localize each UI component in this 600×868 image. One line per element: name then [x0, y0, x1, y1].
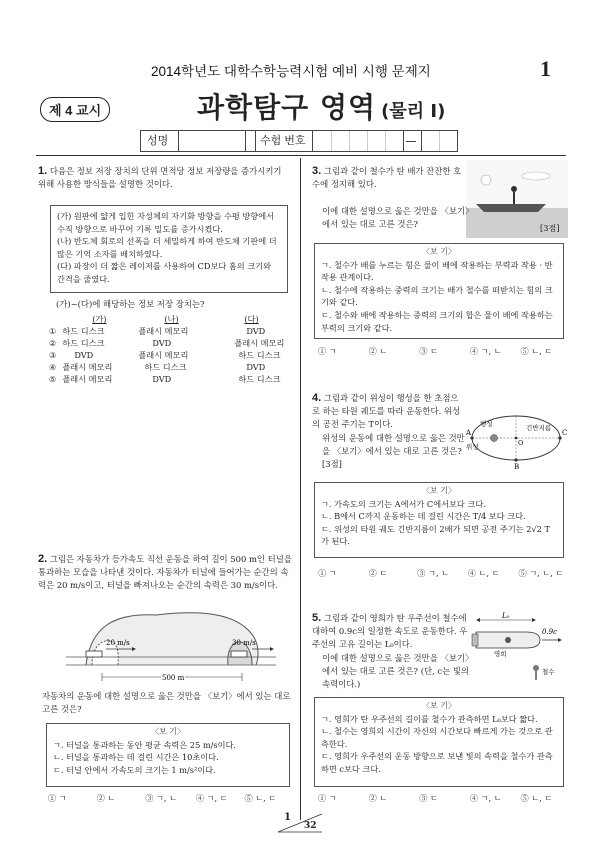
question-4-text: 그림과 같이 위성이 행성을 한 초점으로 하는 타원 궤도를 따라 운동한다. 위성의 공전 주기는 T이다.	[312, 393, 461, 430]
subject-sub: (물리 I)	[381, 101, 446, 122]
q4-points: [3점]	[322, 459, 342, 470]
subject-title	[197, 86, 445, 126]
q4-fig-B: B	[514, 463, 520, 470]
q2-bogi-1: ㄱ. 터널을 통과하는 동안 평균 속력은 25 m/s이다.	[53, 739, 237, 750]
question-2-prompt: 자동차의 운동에 대한 설명으로 옳은 것만을 〈보기〉에서 있는 대로 고른 것은?	[42, 691, 291, 715]
q3-choice-1[interactable]: ① ㄱ	[318, 346, 337, 356]
id-label: 수험 번호	[255, 131, 313, 151]
question-3-prompt	[322, 205, 472, 231]
q4-bogi-2: ㄴ. B에서 C까지 운동하는 데 걸린 시간은 T/4 보다 크다.	[321, 511, 526, 522]
q5-choice-1[interactable]: ① ㄱ	[318, 793, 337, 803]
q4-bogi-1: ㄱ. 가속도의 크기는 A에서가 C에서보다 크다.	[321, 498, 486, 509]
q2-choice-2[interactable]: ② ㄴ	[96, 793, 116, 803]
name-field[interactable]	[179, 131, 246, 151]
q1-item-na: (나) 반도체 회로의 선폭을 더 세밀하게 하여 반도체 기판에 더 많은 기억 소자를 배치하였다.	[57, 236, 277, 259]
question-2-text: 그림은 자동차가 등가속도 직선 운동을 하여 길이 500 m인 터널을 통과하는 모습을 나타낸 것이다. 자동차가 터널에 들어가는 순간의 속력은 20 m/s이고, 터널을 빠져나오는 순간의 속력은 30 m/s이다.	[38, 554, 292, 591]
q3-bogi-2: ㄴ. 철수에 작용하는 중력의 크기는 배가 철수를 떠받치는 힘의 크기와 같다.	[321, 284, 553, 308]
question-1-prompt: (가)~(다)에 해당하는 정보 저장 장치는?	[56, 299, 205, 309]
q1-col-da: (다)	[244, 314, 259, 324]
q1-item-da: (다) 파장이 더 짧은 레이저를 사용하여 CD보다 홈의 크기와 간격을 줄였다.	[57, 261, 272, 284]
q4-fig-sat: 위성	[466, 443, 479, 451]
session-label: 제 4 교시	[40, 97, 110, 122]
q3-prompt-text: 이에 대한 설명으로 옳은 것만을 〈보기〉에서 있는 대로 고른 것은?	[322, 206, 470, 230]
q1-col-na: (나)	[164, 314, 179, 324]
q5-fig-yeonghee: 영희	[494, 650, 507, 658]
q3-choice-5[interactable]: ⑤ ㄴ, ㄷ	[520, 346, 553, 356]
q4-choice-2[interactable]: ② ㄷ	[368, 568, 388, 578]
question-5-stem	[312, 612, 472, 652]
footer-page: 1	[284, 812, 291, 823]
q5-bogi-3: ㄷ. 영희가 우주선의 운동 방향으로 보낸 빛의 속력을 철수가 관측하면 c보다 크다.	[321, 751, 553, 774]
q3-points: [3점]	[540, 223, 560, 233]
q2-choice-4[interactable]: ④ ㄱ, ㄷ	[195, 793, 228, 803]
candidate-info-box	[140, 130, 458, 152]
name-label: 성명	[141, 131, 179, 151]
question-4-number: 4.	[312, 392, 322, 404]
q1-option-1[interactable]: ① 하드 디스크 플래시 메모리 DVD	[49, 326, 266, 336]
subject-name: 과학탐구 영역	[197, 91, 377, 124]
q3-bogi-3: ㄷ. 철수와 배에 작용하는 중력의 크기의 합은 물이 배에 작용하는 부력의 크기와 같다.	[321, 309, 553, 333]
q1-option-5[interactable]: ⑤ 플래시 메모리 DVD 하드 디스크	[49, 374, 281, 384]
q5-fig-cheolsu: 철수	[542, 668, 555, 676]
q3-bogi-1: ㄱ. 철수가 배를 누르는 힘은 물이 배에 작용하는 부력과 작용 · 반작용 관계이다.	[321, 259, 553, 283]
q5-choice-2[interactable]: ② ㄴ	[368, 793, 388, 803]
footer-total: 32	[304, 821, 317, 831]
q5-fig-v: 0.9c	[542, 628, 558, 636]
q5-choice-3[interactable]: ③ ㄷ	[419, 793, 438, 803]
q4-fig-O: O	[518, 439, 524, 447]
q4-bogi-title: 〈보 기〉	[422, 486, 456, 495]
question-1-text: 다음은 정보 저장 장치의 단위 면적당 정보 저장량을 증가시키기 위해 사용한 방식들을 설명한 것이다.	[38, 166, 282, 190]
question-4-bogi-box	[314, 482, 564, 558]
question-3-text: 그림과 같이 철수가 탄 배가 잔잔한 호수에 정지해 있다.	[312, 166, 462, 190]
q2-fig-v1: 20 m/s	[106, 639, 130, 647]
q2-fig-v2: 30 m/s	[232, 639, 256, 647]
q4-bogi-3: ㄷ. 위성의 타원 궤도 긴반지름이 2배가 되면 공전 주기는 2√2 T가 된다.	[321, 523, 550, 547]
question-5-number: 5.	[312, 612, 322, 624]
question-2-number: 2.	[38, 553, 48, 565]
q5-choice-5[interactable]: ⑤ ㄴ, ㄷ	[520, 793, 553, 803]
q4-choice-4[interactable]: ④ ㄴ, ㄷ	[467, 568, 500, 578]
q2-choice-1[interactable]: ① ㄱ	[48, 793, 67, 803]
q4-choice-1[interactable]: ① ㄱ	[318, 568, 337, 578]
question-3-number: 3.	[312, 165, 322, 177]
q2-fig-length: 500 m	[162, 674, 185, 682]
question-3-stem	[312, 165, 462, 191]
q1-option-3[interactable]: ③ DVD 플래시 메모리 하드 디스크	[49, 350, 281, 360]
question-4-prompt	[322, 432, 468, 472]
q4-prompt-text: 위성의 운동에 대한 설명으로 옳은 것만을 〈보기〉에서 있는 대로 고른 것은?	[322, 433, 465, 457]
q5-fig-L0: L₀	[502, 612, 510, 620]
column-divider	[300, 158, 301, 820]
question-5-choices	[318, 792, 568, 805]
question-4-stem	[312, 392, 464, 432]
question-5-bogi-box	[314, 697, 564, 787]
q2-bogi-2: ㄴ. 터널을 통과하는 데 걸린 시간은 10초이다.	[53, 752, 219, 763]
question-2-stem	[38, 553, 292, 593]
q1-item-ga: (가) 원판에 얇게 입힌 자성체의 자기화 방향을 수평 방향에서 수직 방향으로 바꾸어 기록 밀도를 증가시켰다.	[57, 211, 275, 234]
q4-choice-3[interactable]: ③ ㄱ, ㄴ	[417, 568, 450, 578]
q2-bogi-3: ㄷ. 터널 안에서 가속도의 크기는 1 m/s²이다.	[53, 764, 216, 775]
q5-bogi-1: ㄱ. 영희가 탄 우주선의 길이를 철수가 관측하면 L₀보다 짧다.	[321, 713, 538, 724]
q3-choice-4[interactable]: ④ ㄱ, ㄴ	[469, 346, 502, 356]
q4-fig-C: C	[562, 429, 568, 437]
exam-title: 2014학년도 대학수학능력시험 예비 시행 문제지	[151, 64, 431, 79]
page-number: 1	[540, 56, 551, 81]
question-2-tunnel-figure	[66, 605, 276, 685]
question-1-number: 1.	[38, 165, 48, 177]
question-5-spaceship-figure	[470, 612, 566, 686]
page-indicator	[276, 812, 324, 834]
question-4-choices	[318, 567, 568, 580]
question-2-bogi-box	[46, 723, 290, 787]
id-field[interactable]	[313, 131, 457, 151]
question-5-prompt: 이에 대한 설명으로 옳은 것만을 〈보기〉에서 있는 대로 고른 것은? (단, c는 빛의 속력이다.)	[322, 653, 474, 690]
q4-fig-A: A	[466, 429, 472, 437]
q1-option-2[interactable]: ② 하드 디스크 DVD 플래시 메모리	[49, 338, 285, 348]
q4-fig-major: 긴반지름	[526, 424, 552, 432]
question-3-bogi-box	[314, 243, 564, 339]
question-5-text: 그림과 같이 영희가 탄 우주선이 철수에 대하여 0.9c의 일정한 속도로 운동한다. 우주선의 고유 길이는 L₀이다.	[312, 613, 468, 650]
q5-choice-4[interactable]: ④ ㄱ, ㄴ	[469, 793, 502, 803]
question-2-choices	[48, 792, 292, 805]
q2-choice-5[interactable]: ⑤ ㄴ, ㄷ	[244, 793, 277, 803]
question-3-choices	[318, 345, 568, 358]
header-rule	[36, 155, 566, 156]
q4-choice-5[interactable]: ⑤ ㄱ, ㄴ, ㄷ	[518, 568, 564, 578]
q3-bogi-title: 〈보 기〉	[422, 247, 456, 256]
q3-choice-3[interactable]: ③ ㄷ	[419, 346, 438, 356]
q5-bogi-2: ㄴ. 철수는 영희의 시간이 자신의 시간보다 빠르게 가는 것으로 관측한다.	[321, 726, 553, 749]
q5-bogi-title: 〈보 기〉	[422, 701, 456, 710]
question-1-options	[49, 313, 290, 385]
q4-fig-planet: 행성	[480, 420, 493, 428]
q3-choice-2[interactable]: ② ㄴ	[368, 346, 388, 356]
q2-choice-3[interactable]: ③ ㄱ, ㄴ	[145, 793, 178, 803]
question-1-passage-box	[50, 205, 288, 293]
q1-option-4[interactable]: ④ 플래시 메모리 하드 디스크 DVD	[49, 362, 266, 372]
q1-col-ga: (가)	[92, 314, 107, 324]
question-1-stem	[38, 165, 290, 191]
q2-bogi-title: 〈보 기〉	[151, 727, 185, 736]
question-4-orbit-figure	[466, 400, 568, 470]
